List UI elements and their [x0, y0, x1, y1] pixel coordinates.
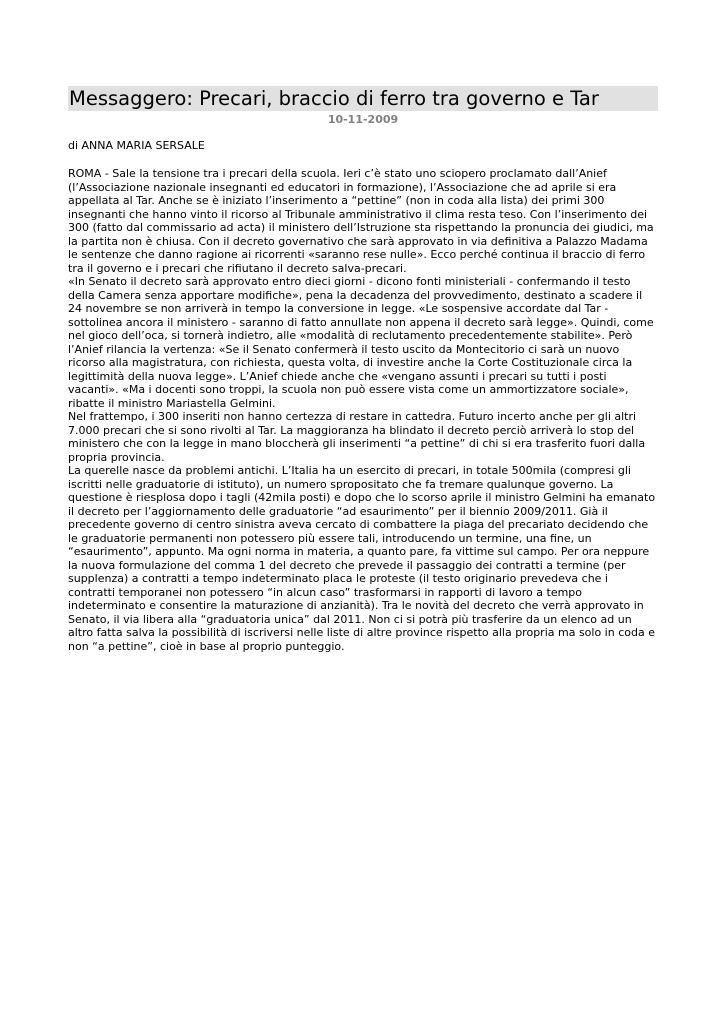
- document-page: [68, 86, 658, 653]
- document-date: 10-11-2009: [327, 113, 399, 126]
- author-byline: di ANNA MARIA SERSALE: [68, 139, 205, 152]
- article-paragraph: ROMA - Sale la tensione tra i precari della scuola. Ieri c’è stato uno sciopero proclamato dall’Anief (l’Associazione nazionale insegnanti ed educatori in formazione), l’Associazione che ad aprile si era appellata al Tar. Anche se è iniziato l’inserimento a “pettine” (non in coda alla lista) dei primi 300 insegnanti che hanno vinto il ricorso al Tribunale amministrativo il clima resta teso. Con l’inserimento dei 300 (fatto dal commissario ad acta) il ministero dell’Istruzione sta rispettando la pronuncia dei giudici, ma la partita non è chiusa. Con il decreto governativo che sarà approvato in via definitiva a Palazzo Madama le sentenze che danno ragione ai ricorrenti «saranno rese nulle». Ecco perché continua il braccio di ferro tra il governo e i precari che rifiutano il decreto salva-precari.: [68, 167, 654, 275]
- article-paragraph: «In Senato il decreto sarà approvato entro dieci giorni - dicono fonti ministeriali - confermando il testo della Camera senza apportare modifiche», pena la decadenza del provvedimento, destinato a scadere il 24 novembre se non arriverà in tempo la conversione in legge. «Le sospensive accordate dal Tar - sottolinea ancora il ministero - saranno di fatto annullate non appena il decreto sarà legge». Quindi, come nel gioco dell’oca, si tornerà indietro, alle «modalità di reclutamento precedentemente stabilite». Però l’Anief rilancia la vertenza: «Se il Senato confermerà il testo uscito da Montecitorio ci sarà un nuovo ricorso alla magistratura, con richiesta, questa volta, di investire anche la Corte Costituzionale circa la legittimità della nuova legge». L’Anief chiede anche che «vengano assunti i precari su tutti i posti vacanti». «Ma i docenti sono troppi, la scuola non può essere vista come un ammortizzatore sociale», ribatte il ministro Mariastella Gelmini.: [68, 275, 654, 410]
- document-title: Messaggero: Precari, braccio di ferro tra governo e Tar: [68, 86, 658, 111]
- article-paragraph: Nel frattempo, i 300 inseriti non hanno certezza di restare in cattedra. Futuro incerto anche per gli altri 7.000 precari che si sono rivolti al Tar. La maggioranza ha blindato il decreto perciò arriverà lo stop del ministero che con la legge in mano bloccherà gli inserimenti “a pettine” di chi si era trasferito fuori dalla propria provincia.: [68, 410, 646, 464]
- article-paragraph: La querelle nasce da problemi antichi. L’Italia ha un esercito di precari, in totale 500mila (compresi gli iscritti nelle graduatorie di istituto), un numero spropositato che fa tremare qualunque governo. La questione è riesplosa dopo i tagli (42mila posti) e dopo che lo scorso aprile il ministro Gelmini ha emanato il decreto per l’aggiornamento delle graduatorie “ad esaurimento” per il biennio 2009/2011. Già il precedente governo di centro sinistra aveva cercato di combattere la piaga del precariato decidendo che le graduatorie permanenti non potessero più essere tali, introducendo un termine, una fine, un “esaurimento”, appunto. Ma ogni norma in materia, a quanto pare, fa vittime sul campo. Per ora neppure la nuova formulazione del comma 1 del decreto che prevede il passaggio dei contratti a termine (per supplenza) a contratti a tempo indeterminato placa le proteste (il testo originario prevedeva che i contratti temporanei non potessero “in alcun caso” trasformarsi in rapporti di lavoro a tempo indeterminato e consentire la maturazione di anzianità). Tra le novità del decreto che verrà approvato in Senato, il via libera alla “graduatoria unica” dal 2011. Non ci si potrà più trasferire da un elenco ad un altro fatta salva la possibilità di iscriversi nelle liste di altre province rispetto alla propria ma solo in coda e non “a pettine”, cioè in base al proprio punteggio.: [68, 464, 656, 653]
- article-body: [68, 167, 658, 653]
